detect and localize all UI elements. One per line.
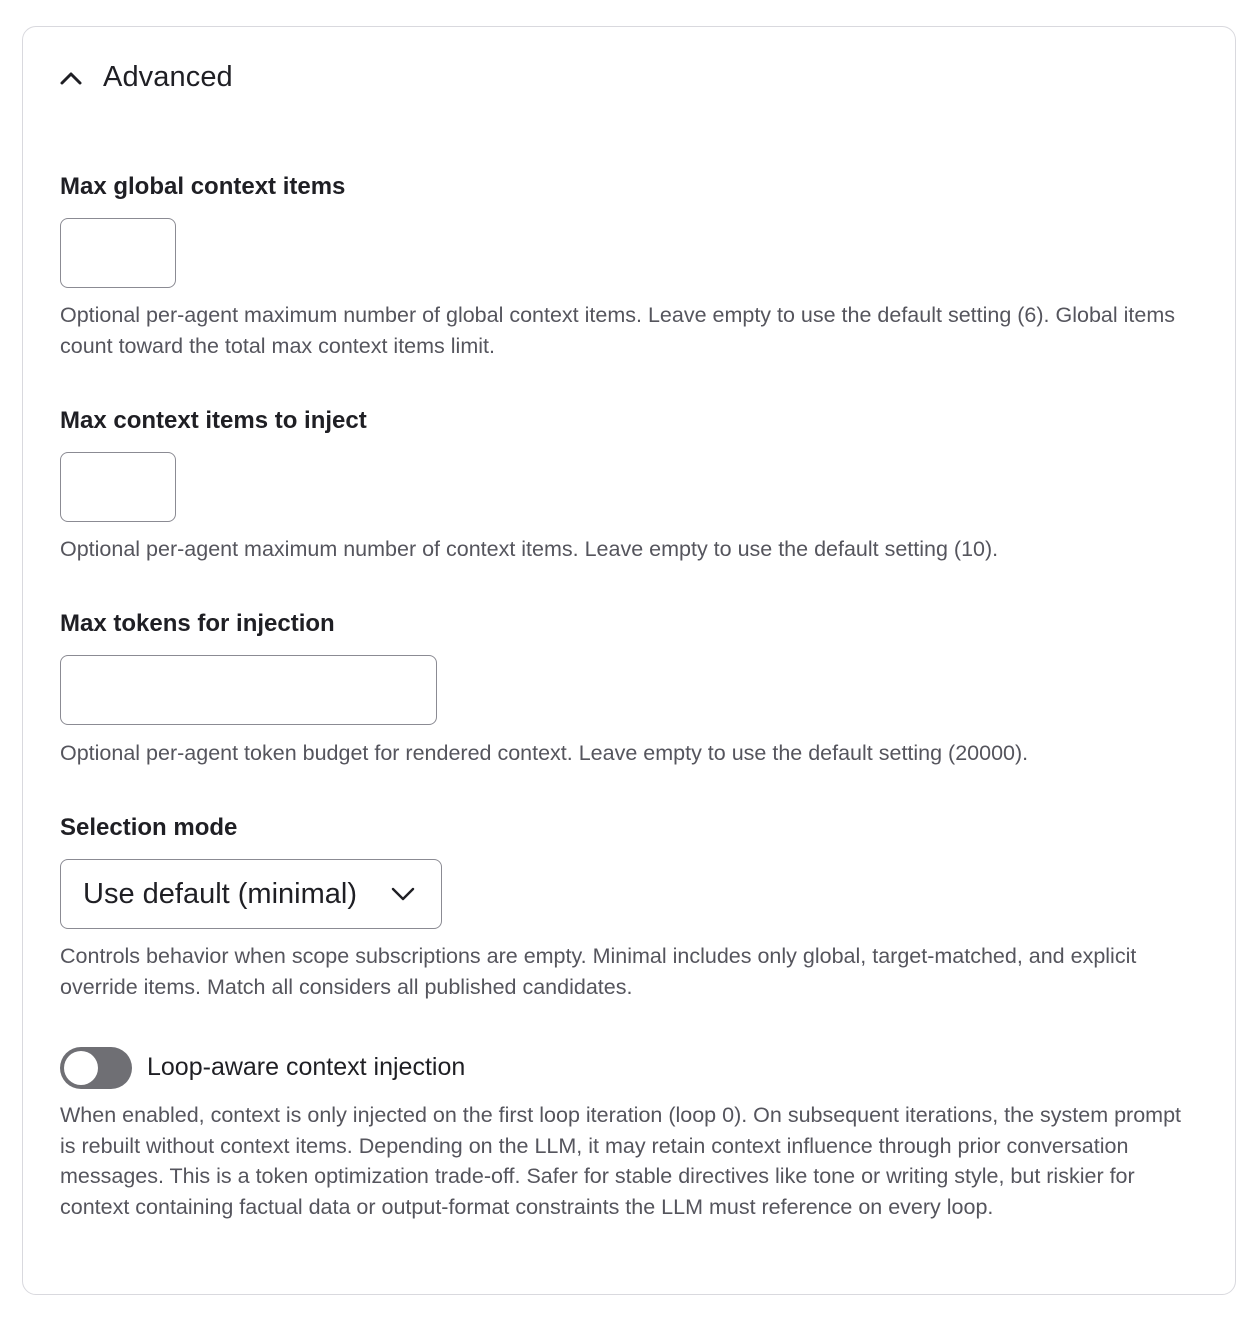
max-global-context-description: Optional per-agent maximum number of global context items. Leave empty to use the default setting (6). Global items count toward the total max context items limit.: [60, 303, 1175, 358]
section-title: Advanced: [103, 61, 233, 93]
loop-aware-toggle[interactable]: [60, 1047, 132, 1089]
chevron-down-icon: [391, 884, 415, 904]
loop-aware-description: When enabled, context is only injected on the first loop iteration (loop 0). On subsequent iterations, the system prompt is rebuilt without context items. Depending on the LLM, it may retain context influence through prior conversation messages. This is a token optimization trade-off. Safer for stable directives like tone or writing style, but riskier for context containing factual data or output-format constraints the LLM must reference on every loop.: [60, 1103, 1182, 1219]
max-context-items-description: Optional per-agent maximum number of context items. Leave empty to use the default setting (10).: [60, 537, 999, 561]
max-tokens-input[interactable]: [60, 655, 437, 725]
max-tokens-label: Max tokens for injection: [60, 610, 335, 637]
max-global-context-input[interactable]: [60, 218, 176, 288]
max-global-context-label: Max global context items: [60, 173, 346, 200]
max-tokens-description: Optional per-agent token budget for rendered context. Leave empty to use the default setting (20000).: [60, 741, 1029, 765]
loop-aware-label: Loop-aware context injection: [147, 1053, 466, 1081]
selection-mode-value: Use default (minimal): [83, 877, 357, 910]
selection-mode-select[interactable]: [60, 859, 442, 929]
selection-mode-description: Controls behavior when scope subscriptions are empty. Minimal includes only global, target-matched, and explicit override items. Match all considers all published candidates.: [60, 944, 1137, 999]
max-context-items-label: Max context items to inject: [60, 407, 367, 434]
selection-mode-label: Selection mode: [60, 814, 238, 841]
advanced-section-toggle[interactable]: [59, 61, 233, 94]
chevron-up-icon: [59, 66, 83, 90]
toggle-knob: [64, 1051, 98, 1085]
max-context-items-input[interactable]: [60, 452, 176, 522]
advanced-panel: [22, 26, 1236, 1295]
